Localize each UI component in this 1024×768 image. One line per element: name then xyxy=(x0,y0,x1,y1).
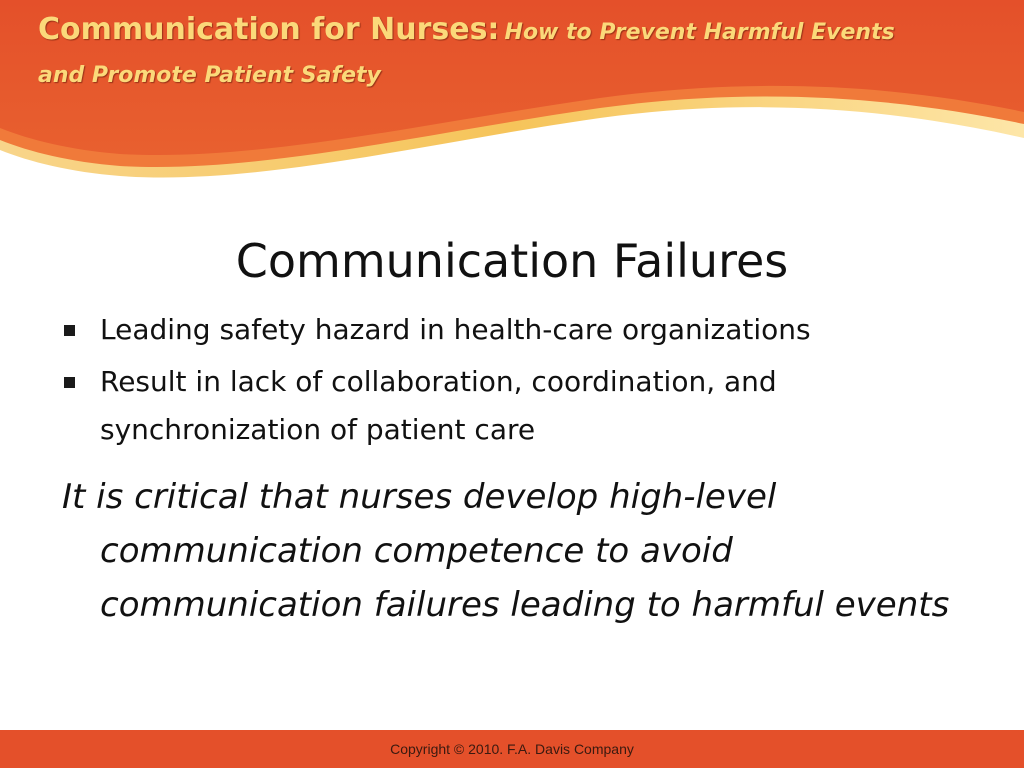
bullet-list xyxy=(62,306,962,458)
header-title-sub-line1: How to Prevent Harmful Events xyxy=(504,20,895,45)
bullet-item xyxy=(62,358,962,454)
copyright-text: Copyright © 2010. F.A. Davis Company xyxy=(390,741,634,757)
header-title xyxy=(38,8,998,56)
header-title-main: Communication for Nurses: xyxy=(38,12,500,47)
callout-statement: It is critical that nurses develop high-level communication competence to avoid communication failures leading to harmful events xyxy=(62,477,950,625)
slide-title: Communication Failures xyxy=(235,234,789,288)
footer-bar xyxy=(0,730,1024,768)
bullet-text: Leading safety hazard in health-care organizations xyxy=(100,313,811,346)
header-title-sub-line2: and Promote Patient Safety xyxy=(38,63,381,88)
bullet-text: Result in lack of collaboration, coordination, and synchronization of patient care xyxy=(100,365,777,446)
bullet-item xyxy=(62,306,962,354)
square-bullet-icon xyxy=(64,377,75,388)
square-bullet-icon xyxy=(64,325,75,336)
